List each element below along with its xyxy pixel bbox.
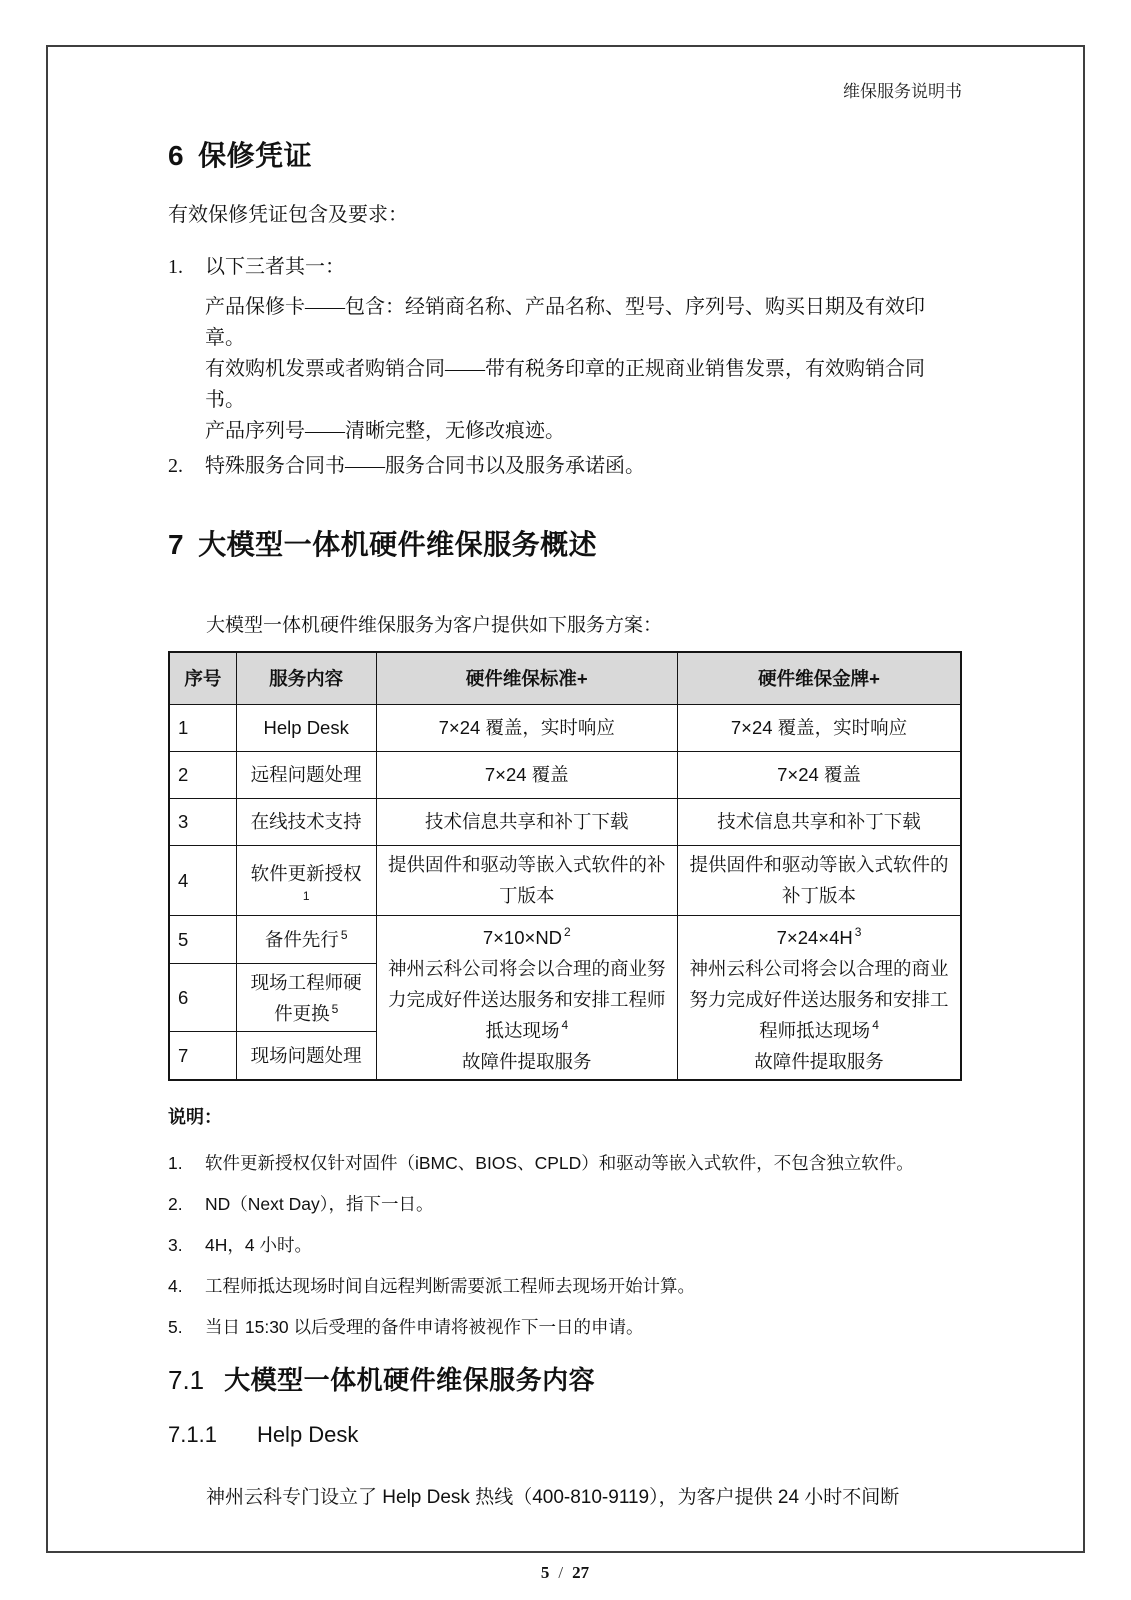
table-row bbox=[169, 915, 961, 964]
table-header-no: 序号 bbox=[169, 652, 236, 704]
note-number: 2. bbox=[168, 1193, 183, 1214]
section6-list bbox=[168, 254, 962, 479]
cell-standard-merged bbox=[376, 915, 678, 1080]
section7-1-1-heading bbox=[168, 1421, 962, 1449]
table-row bbox=[169, 798, 961, 845]
gold-description-footnote: 4 bbox=[872, 1018, 879, 1033]
section6-intro: 有效保修凭证包含及要求： bbox=[168, 204, 408, 226]
cell-service-label: 现场工程师硬件更换 bbox=[250, 971, 362, 1024]
standard-description-text: 神州云科公司将会以合理的商业努力完成好件送达服务和安排工程师抵达现场 bbox=[388, 957, 666, 1041]
section6-heading bbox=[168, 138, 962, 174]
gold-description-text: 神州云科公司将会以合理的商业努力完成好件送达服务和安排工程师抵达现场 bbox=[689, 957, 949, 1041]
cell-service: 远程问题处理 bbox=[236, 751, 376, 798]
standard-description bbox=[385, 953, 670, 1046]
page-number-current: 5 bbox=[540, 1562, 550, 1582]
standard-tier-text: 7×10×ND bbox=[482, 926, 563, 948]
gold-tier-text: 7×24×4H bbox=[776, 926, 853, 948]
service-plans-table bbox=[168, 651, 962, 1081]
table-header-row bbox=[169, 652, 961, 704]
cell-gold: 提供固件和驱动等嵌入式软件的补丁版本 bbox=[678, 845, 961, 915]
note-item bbox=[168, 1233, 962, 1257]
list-item-number: 1. bbox=[168, 256, 183, 278]
table-row bbox=[169, 751, 961, 798]
cell-service-footnote: 5 bbox=[340, 927, 348, 942]
section7-heading-title: 大模型一体机硬件维保服务概述 bbox=[198, 529, 598, 560]
section7-1-heading bbox=[168, 1363, 962, 1397]
table-row bbox=[169, 704, 961, 751]
list-item bbox=[168, 254, 962, 280]
cell-no: 3 bbox=[169, 798, 236, 845]
section7-heading bbox=[168, 527, 962, 563]
page-number-separator: / bbox=[558, 1562, 564, 1582]
cell-service-label: 备件先行 bbox=[264, 928, 339, 950]
table-header-standard: 硬件维保标准+ bbox=[376, 652, 678, 704]
note-number: 1. bbox=[168, 1152, 183, 1173]
section7-1-1-heading-title: Help Desk bbox=[256, 1421, 359, 1447]
cell-service-footnote: 1 bbox=[302, 888, 310, 903]
list-item-text: 以下三者其一： bbox=[205, 256, 345, 278]
note-item bbox=[168, 1315, 962, 1339]
section6-heading-number: 6 bbox=[168, 140, 185, 171]
cell-service bbox=[236, 964, 376, 1032]
gold-extra: 故障件提取服务 bbox=[754, 1050, 884, 1072]
section7-1-heading-number: 7.1 bbox=[168, 1364, 205, 1395]
gold-tier-footnote: 3 bbox=[854, 925, 862, 940]
cell-service: 在线技术支持 bbox=[236, 798, 376, 845]
cell-standard: 7×24 覆盖，实时响应 bbox=[376, 704, 678, 751]
list-item-subblock bbox=[205, 292, 962, 447]
cell-no: 6 bbox=[169, 964, 236, 1032]
cell-standard: 提供固件和驱动等嵌入式软件的补丁版本 bbox=[376, 845, 678, 915]
note-text: 4H，4 小时。 bbox=[205, 1234, 312, 1255]
table-header-gold: 硬件维保金牌+ bbox=[678, 652, 961, 704]
list-item bbox=[168, 453, 962, 479]
subblock-line: 产品序列号——清晰完整，无修改痕迹。 bbox=[205, 420, 565, 442]
section6-heading-title: 保修凭证 bbox=[198, 140, 313, 171]
note-number: 5. bbox=[168, 1316, 183, 1337]
cell-service-label: 软件更新授权 bbox=[250, 862, 362, 884]
document-header-title: 维保服务说明书 bbox=[843, 82, 962, 101]
cell-service bbox=[236, 845, 376, 915]
cell-no: 5 bbox=[169, 915, 236, 964]
note-number: 4. bbox=[168, 1275, 183, 1296]
standard-tier bbox=[385, 922, 670, 953]
cell-gold: 7×24 覆盖 bbox=[678, 751, 961, 798]
subblock-line: 有效购机发票或者购销合同——带有税务印章的正规商业销售发票，有效购销合同书。 bbox=[205, 358, 925, 411]
cell-standard: 技术信息共享和补丁下载 bbox=[376, 798, 678, 845]
page-number bbox=[168, 1563, 962, 1583]
note-item bbox=[168, 1274, 962, 1298]
note-item bbox=[168, 1151, 962, 1175]
page-frame bbox=[46, 45, 1085, 1582]
cell-standard: 7×24 覆盖 bbox=[376, 751, 678, 798]
helpdesk-paragraph: 神州云科专门设立了 Help Desk 热线（400-810-9119），为客户提供 24 小时不间断 bbox=[206, 1486, 900, 1508]
list-item-text: 特殊服务合同书——服务合同书以及服务承诺函。 bbox=[205, 455, 645, 477]
cell-no: 4 bbox=[169, 845, 236, 915]
cell-gold-merged bbox=[678, 915, 961, 1080]
cell-no: 1 bbox=[169, 704, 236, 751]
cell-service: 现场问题处理 bbox=[236, 1032, 376, 1080]
table-header-service: 服务内容 bbox=[236, 652, 376, 704]
note-item bbox=[168, 1192, 962, 1216]
page-content bbox=[168, 47, 962, 1583]
page-number-total: 27 bbox=[572, 1562, 590, 1582]
gold-tier bbox=[686, 922, 952, 953]
cell-service bbox=[236, 915, 376, 964]
cell-no: 7 bbox=[169, 1032, 236, 1080]
note-text: 软件更新授权仅针对固件（iBMC、BIOS、CPLD）和驱动等嵌入式软件，不包含独立软件。 bbox=[205, 1152, 914, 1173]
note-number: 3. bbox=[168, 1234, 183, 1255]
section7-1-1-heading-number: 7.1.1 bbox=[168, 1421, 217, 1447]
cell-no: 2 bbox=[169, 751, 236, 798]
gold-description bbox=[686, 953, 952, 1046]
note-text: 当日 15:30 以后受理的备件申请将被视作下一日的申请。 bbox=[205, 1316, 644, 1337]
standard-extra: 故障件提取服务 bbox=[462, 1050, 592, 1072]
section7-heading-number: 7 bbox=[168, 529, 185, 560]
note-text: ND（Next Day），指下一日。 bbox=[205, 1193, 434, 1214]
cell-service: Help Desk bbox=[236, 704, 376, 751]
list-item-number: 2. bbox=[168, 455, 183, 477]
section7-1-heading-title: 大模型一体机硬件维保服务内容 bbox=[224, 1364, 596, 1395]
standard-description-footnote: 4 bbox=[561, 1018, 569, 1033]
notes-label: 说明： bbox=[168, 1106, 222, 1127]
note-text: 工程师抵达现场时间自远程判断需要派工程师去现场开始计算。 bbox=[205, 1275, 695, 1296]
subblock-line: 产品保修卡——包含：经销商名称、产品名称、型号、序列号、购买日期及有效印章。 bbox=[205, 296, 925, 349]
section7-intro: 大模型一体机硬件维保服务为客户提供如下服务方案： bbox=[206, 615, 663, 636]
cell-gold: 7×24 覆盖，实时响应 bbox=[678, 704, 961, 751]
cell-service-footnote: 5 bbox=[331, 1001, 339, 1016]
table-row bbox=[169, 845, 961, 915]
cell-gold: 技术信息共享和补丁下载 bbox=[678, 798, 961, 845]
standard-tier-footnote: 2 bbox=[564, 925, 571, 940]
